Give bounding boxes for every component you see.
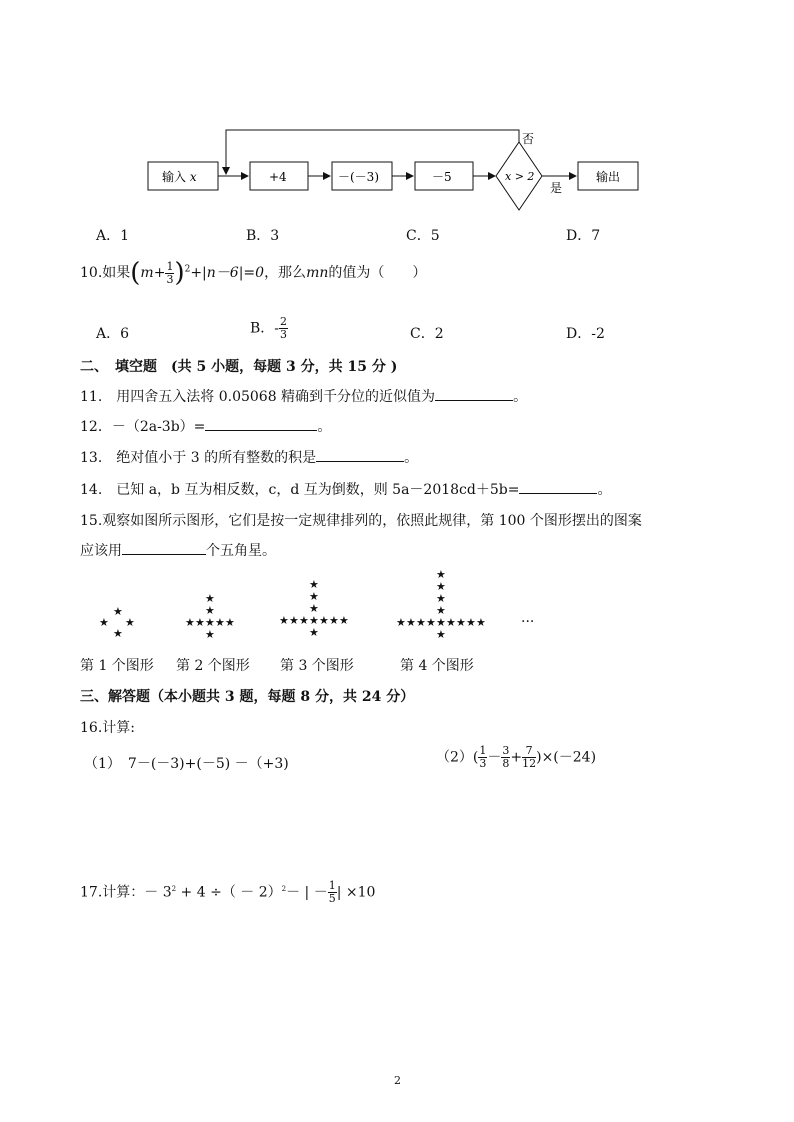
step3-text: －5 (432, 170, 452, 184)
figure-label-2: 第 2 个图形 (176, 658, 250, 674)
q9-option-a: A．1 (96, 228, 130, 244)
q10-option-b: B．- $\frac{2}{3}$ (250, 315, 288, 341)
star-icon: ★ (309, 626, 319, 639)
star-icon: ★ (195, 616, 205, 629)
star-icon: ★ (309, 590, 319, 603)
star-icon: ★ (436, 592, 446, 605)
star-icon: ★ (113, 627, 123, 640)
star-icon: ★ (319, 614, 329, 627)
star-icon: ★ (466, 616, 476, 629)
figure-label-1: 第 1 个图形 (80, 658, 154, 674)
star-icon: ★ (99, 616, 109, 629)
figure-label-4: 第 4 个图形 (400, 658, 474, 674)
star-icon: ★ (309, 578, 319, 591)
star-icon: ★ (205, 628, 215, 641)
figures-ellipsis: ··· (521, 614, 535, 630)
figure-label-3: 第 3 个图形 (280, 658, 354, 674)
section-3-heading: 三、解答题（本小题共 3 题，每题 8 分，共 24 分） (80, 689, 415, 705)
question-16-part2: （2）( $\frac{1}{3}$ － $\frac{3}{8}$ + $\frac{7}{12}$ )×(－24) (436, 744, 597, 770)
star-icon: ★ (309, 602, 319, 615)
star-icon: ★ (456, 616, 466, 629)
step2-text: －(－3) (338, 170, 379, 184)
page-number: 2 (394, 1074, 401, 1087)
q10-option-a: A．6 (96, 326, 130, 342)
flowchart (140, 120, 660, 220)
q10-option-d: D．-2 (566, 326, 605, 342)
star-icon: ★ (329, 614, 339, 627)
loop-arrow (226, 130, 519, 174)
star-icon: ★ (125, 616, 135, 629)
star-icon: ★ (436, 568, 446, 581)
star-icon: ★ (205, 592, 215, 605)
q10-option-c: C．2 (410, 326, 444, 342)
star-icon: ★ (446, 616, 456, 629)
question-17: 17.计算：－ $3^2 + 4$ ÷（ － 2）$^2$－ | － $\frac{1}{5}$ | ×10 (80, 879, 376, 905)
yes-label: 是 (550, 181, 563, 195)
star-icon: ★ (436, 628, 446, 641)
star-icon: ★ (299, 614, 309, 627)
star-icon: ★ (185, 616, 195, 629)
question-13: 13. 绝对值小于 3 的所有整数的积是 。 (80, 447, 418, 467)
input-text: 输入 x (162, 170, 197, 184)
star-icon: ★ (279, 614, 289, 627)
star-icon: ★ (426, 616, 436, 629)
section-2-heading: 二、 填空题 (共 5 小题，每题 3 分，共 15 分 ) (80, 359, 398, 375)
step1-text: +4 (269, 170, 287, 184)
condition-text: x > 2 (505, 170, 535, 183)
question-16-title: 16.计算: (80, 720, 135, 736)
question-10: 10.如果(m+ $\frac{1}{3}$ )$^2$+|n－6|=0，那么mn的值为（ ） (80, 258, 427, 288)
star-icon: ★ (406, 616, 416, 629)
question-16-part1: （1） 7－(－3)+(－5) －（+3) (84, 756, 289, 772)
star-icon: ★ (113, 605, 123, 618)
star-icon: ★ (309, 614, 319, 627)
no-label: 否 (522, 132, 535, 146)
output-text: 输出 (596, 170, 621, 184)
question-15-line2: 应该用 个五角星。 (80, 540, 276, 560)
star-icon: ★ (476, 616, 486, 629)
star-icon: ★ (205, 604, 215, 617)
star-icon: ★ (225, 616, 235, 629)
question-12: 12．－（2a-3b）= 。 (80, 416, 331, 436)
star-icon: ★ (205, 616, 215, 629)
q9-option-c: C．5 (406, 228, 440, 244)
star-icon: ★ (416, 616, 426, 629)
q9-option-d: D．7 (566, 228, 601, 244)
question-11: 11. 用四舍五入法将 0.05068 精确到千分位的近似值为 。 (80, 386, 527, 406)
star-icon: ★ (289, 614, 299, 627)
star-icon: ★ (215, 616, 225, 629)
star-icon: ★ (396, 616, 406, 629)
star-icon: ★ (436, 616, 446, 629)
question-14: 14. 已知 a，b 互为相反数，c，d 互为倒数，则 5a－2018cd＋5b= 。 (80, 479, 611, 499)
star-icon: ★ (436, 580, 446, 593)
star-icon: ★ (436, 604, 446, 617)
question-15-line1: 15.观察如图所示图形，它们是按一定规律排列的，依照此规律，第 100 个图形摆出的图案 (80, 513, 642, 529)
q9-option-b: B．3 (246, 228, 280, 244)
star-icon: ★ (339, 614, 349, 627)
